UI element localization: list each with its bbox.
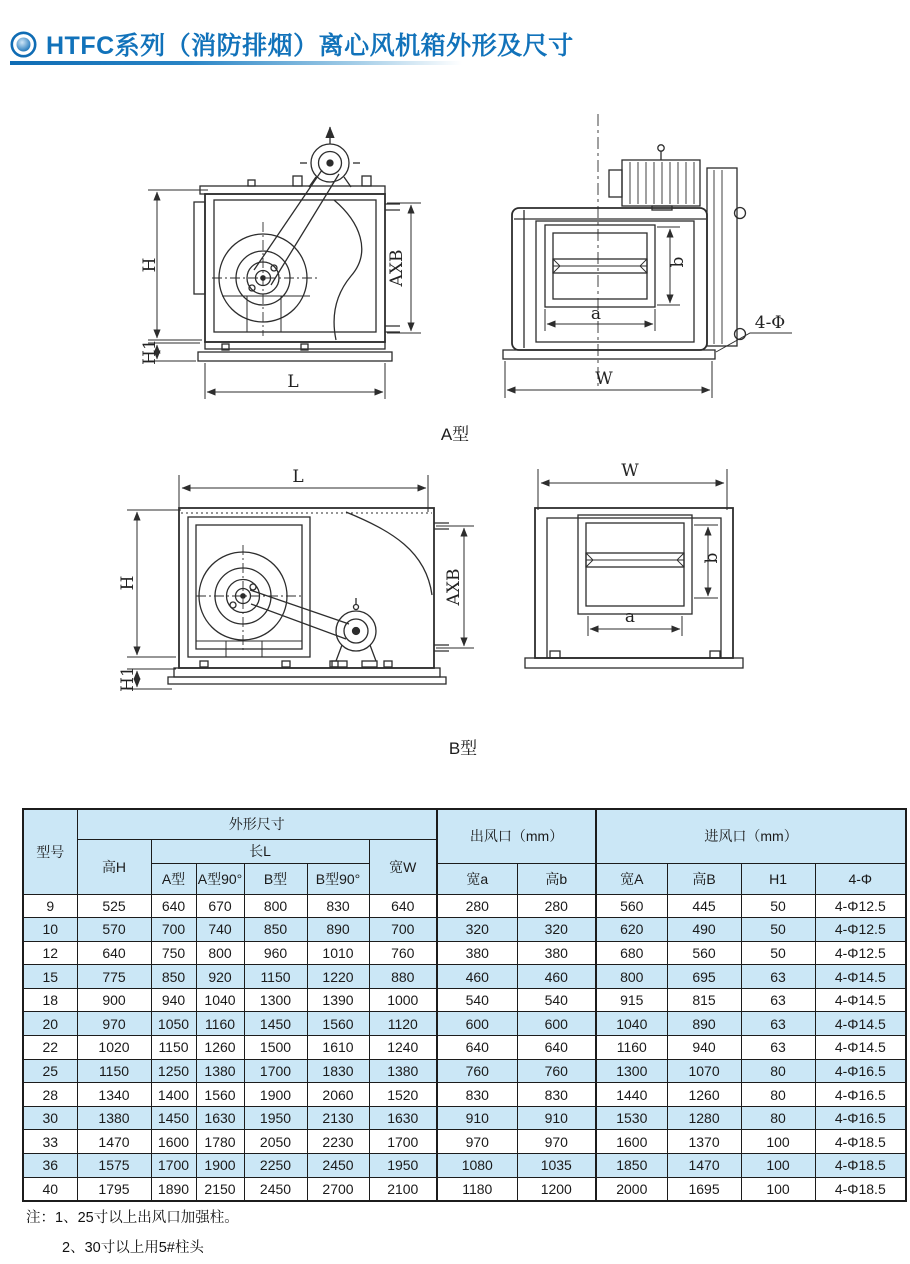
- value-cell: 960: [244, 941, 307, 965]
- header-col-b: B型: [244, 863, 307, 894]
- value-cell: 2250: [244, 1154, 307, 1178]
- type-b-side-view: [168, 508, 449, 684]
- value-cell: 2230: [307, 1130, 369, 1154]
- model-cell: 33: [23, 1130, 77, 1154]
- value-cell: 2060: [307, 1083, 369, 1107]
- value-cell: 800: [596, 965, 667, 989]
- table-row: [23, 918, 906, 942]
- value-cell: 640: [517, 1036, 596, 1060]
- value-cell: 760: [369, 941, 437, 965]
- value-cell: 750: [151, 941, 196, 965]
- model-cell: 30: [23, 1106, 77, 1130]
- model-cell: 12: [23, 941, 77, 965]
- value-cell: 695: [667, 965, 741, 989]
- value-cell: 1380: [77, 1106, 151, 1130]
- value-cell: 880: [369, 965, 437, 989]
- dim-label-a: a: [624, 607, 636, 627]
- value-cell: 1900: [244, 1083, 307, 1107]
- value-cell: 1150: [77, 1059, 151, 1083]
- value-cell: 2700: [307, 1177, 369, 1201]
- table-row: [23, 941, 906, 965]
- value-cell: 1370: [667, 1130, 741, 1154]
- value-cell: 4-Φ16.5: [815, 1106, 906, 1130]
- value-cell: 1080: [437, 1154, 517, 1178]
- value-cell: 760: [437, 1059, 517, 1083]
- value-cell: 80: [741, 1083, 815, 1107]
- value-cell: 2100: [369, 1177, 437, 1201]
- header-width-w: 宽W: [369, 839, 437, 894]
- value-cell: 1280: [667, 1106, 741, 1130]
- value-cell: 1630: [196, 1106, 244, 1130]
- value-cell: 445: [667, 894, 741, 918]
- type-a-side-view: [194, 127, 400, 361]
- table-row: [23, 1130, 906, 1154]
- model-cell: 36: [23, 1154, 77, 1178]
- value-cell: 2130: [307, 1106, 369, 1130]
- value-cell: 1600: [151, 1130, 196, 1154]
- value-cell: 50: [741, 918, 815, 942]
- value-cell: 63: [741, 1036, 815, 1060]
- value-cell: 490: [667, 918, 741, 942]
- value-cell: 680: [596, 941, 667, 965]
- value-cell: 830: [437, 1083, 517, 1107]
- value-cell: 380: [517, 941, 596, 965]
- model-cell: 18: [23, 988, 77, 1012]
- value-cell: 1700: [151, 1154, 196, 1178]
- type-b-front-view: [525, 508, 743, 668]
- value-cell: 640: [369, 894, 437, 918]
- header-col-outlet-width: 宽a: [437, 863, 517, 894]
- value-cell: 1600: [596, 1130, 667, 1154]
- value-cell: 1160: [596, 1036, 667, 1060]
- value-cell: 640: [77, 941, 151, 965]
- header-col-a90: A型90°: [196, 863, 244, 894]
- value-cell: 1010: [307, 941, 369, 965]
- dimension-table-body: [23, 894, 906, 1201]
- value-cell: 4-Φ14.5: [815, 1036, 906, 1060]
- type-b-front-labels: [621, 461, 722, 627]
- value-cell: 1160: [196, 1012, 244, 1036]
- value-cell: 1300: [596, 1059, 667, 1083]
- value-cell: 320: [517, 918, 596, 942]
- value-cell: 63: [741, 1012, 815, 1036]
- dim-label-W: W: [595, 369, 613, 389]
- dim-label-W: W: [621, 461, 639, 481]
- value-cell: 1700: [369, 1130, 437, 1154]
- header-inlet-group: 进风口（mm）: [596, 809, 906, 863]
- table-row: [23, 965, 906, 989]
- value-cell: 2050: [244, 1130, 307, 1154]
- value-cell: 1020: [77, 1036, 151, 1060]
- table-row: [23, 894, 906, 918]
- value-cell: 560: [596, 894, 667, 918]
- value-cell: 670: [196, 894, 244, 918]
- value-cell: 1040: [596, 1012, 667, 1036]
- value-cell: 850: [151, 965, 196, 989]
- value-cell: 50: [741, 941, 815, 965]
- value-cell: 50: [741, 894, 815, 918]
- type-b-diagram: [0, 455, 910, 755]
- value-cell: 4-Φ16.5: [815, 1083, 906, 1107]
- value-cell: 1120: [369, 1012, 437, 1036]
- header-col-b90: B型90°: [307, 863, 369, 894]
- page-header: [10, 26, 574, 62]
- model-cell: 15: [23, 965, 77, 989]
- value-cell: 380: [437, 941, 517, 965]
- value-cell: 800: [244, 894, 307, 918]
- type-a-diagram: [0, 100, 910, 430]
- value-cell: 63: [741, 988, 815, 1012]
- value-cell: 4-Φ12.5: [815, 918, 906, 942]
- value-cell: 1340: [77, 1083, 151, 1107]
- model-cell: 40: [23, 1177, 77, 1201]
- bullseye-icon: [10, 31, 37, 58]
- value-cell: 1070: [667, 1059, 741, 1083]
- value-cell: 63: [741, 965, 815, 989]
- value-cell: 815: [667, 988, 741, 1012]
- value-cell: 1530: [596, 1106, 667, 1130]
- value-cell: 830: [307, 894, 369, 918]
- dim-label-L: L: [287, 372, 299, 392]
- header-model: 型号: [23, 809, 77, 894]
- value-cell: 2150: [196, 1177, 244, 1201]
- dim-label-H: H: [140, 257, 160, 273]
- note-line-1: 注：1、25寸以上出风口加强柱。: [26, 1210, 239, 1226]
- value-cell: 540: [517, 988, 596, 1012]
- note-line-2: 2、30寸以上用5#柱头: [62, 1240, 204, 1256]
- value-cell: 460: [437, 965, 517, 989]
- type-b-side-labels: [118, 467, 464, 692]
- dim-label-H1: H1: [118, 666, 138, 692]
- header-length-l: 长L: [151, 839, 369, 863]
- header-col-outlet-height: 高b: [517, 863, 596, 894]
- value-cell: 890: [667, 1012, 741, 1036]
- table-row: [23, 1036, 906, 1060]
- value-cell: 1260: [667, 1083, 741, 1107]
- value-cell: 320: [437, 918, 517, 942]
- value-cell: 940: [151, 988, 196, 1012]
- value-cell: 1200: [517, 1177, 596, 1201]
- model-cell: 22: [23, 1036, 77, 1060]
- value-cell: 890: [307, 918, 369, 942]
- value-cell: 280: [517, 894, 596, 918]
- value-cell: 1400: [151, 1083, 196, 1107]
- value-cell: 970: [517, 1130, 596, 1154]
- value-cell: 1890: [151, 1177, 196, 1201]
- value-cell: 1830: [307, 1059, 369, 1083]
- header-col-h1: H1: [741, 863, 815, 894]
- value-cell: 1040: [196, 988, 244, 1012]
- value-cell: 4-Φ18.5: [815, 1177, 906, 1201]
- type-a-front-labels: [591, 256, 785, 389]
- title-underline: [10, 61, 462, 65]
- value-cell: 830: [517, 1083, 596, 1107]
- value-cell: 1450: [151, 1106, 196, 1130]
- value-cell: 1050: [151, 1012, 196, 1036]
- table-row: [23, 1177, 906, 1201]
- value-cell: 1390: [307, 988, 369, 1012]
- value-cell: 800: [196, 941, 244, 965]
- value-cell: 1180: [437, 1177, 517, 1201]
- value-cell: 1300: [244, 988, 307, 1012]
- value-cell: 1000: [369, 988, 437, 1012]
- value-cell: 1440: [596, 1083, 667, 1107]
- value-cell: 4-Φ12.5: [815, 894, 906, 918]
- header-col-a: A型: [151, 863, 196, 894]
- value-cell: 1795: [77, 1177, 151, 1201]
- dim-label-b: b: [668, 256, 688, 268]
- value-cell: 940: [667, 1036, 741, 1060]
- value-cell: 1150: [244, 965, 307, 989]
- dim-label-AXB: AXB: [444, 568, 464, 606]
- table-row: [23, 1106, 906, 1130]
- value-cell: 600: [517, 1012, 596, 1036]
- header-outlet-group: 出风口（mm）: [437, 809, 596, 863]
- value-cell: 1380: [196, 1059, 244, 1083]
- notes: [26, 1206, 239, 1257]
- value-cell: 1380: [369, 1059, 437, 1083]
- value-cell: 100: [741, 1130, 815, 1154]
- value-cell: 1220: [307, 965, 369, 989]
- value-cell: 540: [437, 988, 517, 1012]
- value-cell: 4-Φ14.5: [815, 965, 906, 989]
- value-cell: 620: [596, 918, 667, 942]
- value-cell: 1950: [369, 1154, 437, 1178]
- value-cell: 915: [596, 988, 667, 1012]
- page-title: HTFC系列（消防排烟）离心风机箱外形及尺寸: [46, 32, 574, 60]
- dim-label-AXB: AXB: [387, 249, 407, 287]
- header-col-inlet-width: 宽A: [596, 863, 667, 894]
- type-a-caption: A型: [440, 425, 470, 444]
- value-cell: 2450: [307, 1154, 369, 1178]
- type-b-caption: B型: [448, 739, 478, 758]
- value-cell: 970: [437, 1130, 517, 1154]
- value-cell: 4-Φ12.5: [815, 941, 906, 965]
- header-col-inlet-height: 高B: [667, 863, 741, 894]
- header-height-h: 高H: [77, 839, 151, 894]
- value-cell: 850: [244, 918, 307, 942]
- value-cell: 910: [517, 1106, 596, 1130]
- value-cell: 640: [437, 1036, 517, 1060]
- table-row: [23, 1059, 906, 1083]
- header-col-holes: 4-Φ: [815, 863, 906, 894]
- dim-label-a: a: [590, 304, 602, 324]
- value-cell: 2450: [244, 1177, 307, 1201]
- value-cell: 1950: [244, 1106, 307, 1130]
- value-cell: 4-Φ14.5: [815, 1012, 906, 1036]
- value-cell: 1560: [196, 1083, 244, 1107]
- header-overall-dims: 外形尺寸: [77, 809, 437, 839]
- value-cell: 700: [151, 918, 196, 942]
- value-cell: 4-Φ18.5: [815, 1154, 906, 1178]
- value-cell: 560: [667, 941, 741, 965]
- model-cell: 10: [23, 918, 77, 942]
- value-cell: 970: [77, 1012, 151, 1036]
- dim-label-L: L: [292, 467, 304, 487]
- value-cell: 1610: [307, 1036, 369, 1060]
- value-cell: 1575: [77, 1154, 151, 1178]
- value-cell: 920: [196, 965, 244, 989]
- value-cell: 760: [517, 1059, 596, 1083]
- value-cell: 910: [437, 1106, 517, 1130]
- value-cell: 740: [196, 918, 244, 942]
- table-row: [23, 1012, 906, 1036]
- value-cell: 1630: [369, 1106, 437, 1130]
- table-row: [23, 1083, 906, 1107]
- value-cell: 640: [151, 894, 196, 918]
- value-cell: 1850: [596, 1154, 667, 1178]
- value-cell: 4-Φ14.5: [815, 988, 906, 1012]
- value-cell: 775: [77, 965, 151, 989]
- value-cell: 1900: [196, 1154, 244, 1178]
- value-cell: 1035: [517, 1154, 596, 1178]
- table-row: [23, 1154, 906, 1178]
- value-cell: 1240: [369, 1036, 437, 1060]
- model-cell: 9: [23, 894, 77, 918]
- value-cell: 1470: [77, 1130, 151, 1154]
- value-cell: 600: [437, 1012, 517, 1036]
- value-cell: 80: [741, 1059, 815, 1083]
- value-cell: 4-Φ18.5: [815, 1130, 906, 1154]
- value-cell: 1780: [196, 1130, 244, 1154]
- value-cell: 1695: [667, 1177, 741, 1201]
- type-a-front-view: [503, 114, 792, 387]
- value-cell: 100: [741, 1154, 815, 1178]
- value-cell: 2000: [596, 1177, 667, 1201]
- value-cell: 1150: [151, 1036, 196, 1060]
- table-row: [23, 988, 906, 1012]
- value-cell: 280: [437, 894, 517, 918]
- value-cell: 1450: [244, 1012, 307, 1036]
- value-cell: 1470: [667, 1154, 741, 1178]
- value-cell: 4-Φ16.5: [815, 1059, 906, 1083]
- value-cell: 80: [741, 1106, 815, 1130]
- dim-label-H1: H1: [140, 339, 160, 365]
- value-cell: 460: [517, 965, 596, 989]
- value-cell: 1500: [244, 1036, 307, 1060]
- dim-label-holes: 4-Φ: [754, 313, 786, 333]
- value-cell: 1260: [196, 1036, 244, 1060]
- value-cell: 525: [77, 894, 151, 918]
- model-cell: 20: [23, 1012, 77, 1036]
- table-header: [23, 809, 906, 894]
- dimension-table: [22, 808, 907, 1202]
- dim-label-b: b: [702, 552, 722, 564]
- dim-label-H: H: [118, 575, 138, 591]
- value-cell: 100: [741, 1177, 815, 1201]
- model-cell: 25: [23, 1059, 77, 1083]
- model-cell: 28: [23, 1083, 77, 1107]
- value-cell: 1250: [151, 1059, 196, 1083]
- value-cell: 570: [77, 918, 151, 942]
- value-cell: 700: [369, 918, 437, 942]
- value-cell: 1560: [307, 1012, 369, 1036]
- value-cell: 1700: [244, 1059, 307, 1083]
- value-cell: 900: [77, 988, 151, 1012]
- value-cell: 1520: [369, 1083, 437, 1107]
